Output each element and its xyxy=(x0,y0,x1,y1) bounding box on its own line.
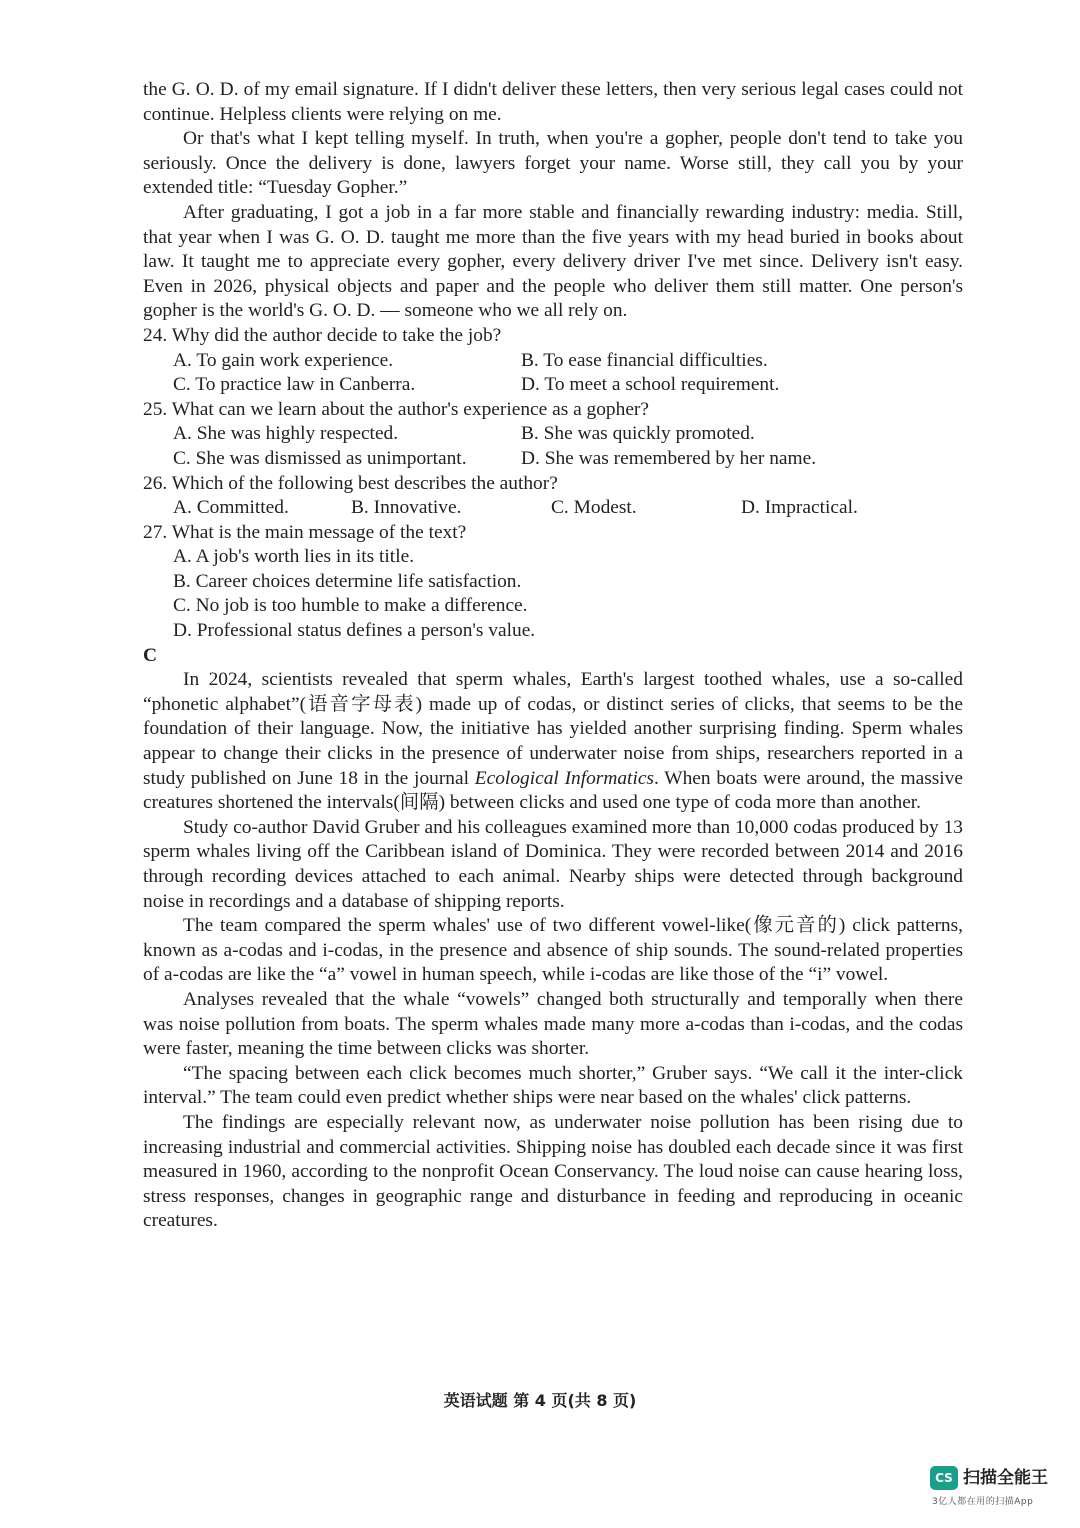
question-25 xyxy=(143,398,963,472)
option-b: B. She was quickly promoted. xyxy=(521,423,755,445)
option-a: A. To gain work experience. xyxy=(173,349,394,371)
passage-c-paragraph xyxy=(143,668,963,816)
option-b: B. To ease financial difficulties. xyxy=(521,349,768,371)
question-stem: 27. What is the main message of the text? xyxy=(143,521,467,543)
passage-c-paragraph: The findings are especially relevant now, as underwater noise pollution has been rising due to increasing industrial and commercial activities. Shipping noise has doubled each decade since it was first measured in 1960, according to the nonprofit Ocean Conservancy. The loud noise can cause hearing loss, stress responses, changes in geographic range and disturbance in feeding and reproducing in oceanic creatures. xyxy=(143,1111,963,1232)
question-stem: 26. Which of the following best describes the author? xyxy=(143,472,558,494)
passage-b-paragraph: Or that's what I kept telling myself. In truth, when you're a gopher, people don't tend to take you seriously. Once the delivery is done, lawyers forget your name. Worse still, they call you by your extended title: “Tuesday Gopher.” xyxy=(143,128,963,199)
question-stem: 25. What can we learn about the author's experience as a gopher? xyxy=(143,398,649,420)
passage-c-paragraph: Analyses revealed that the whale “vowels” changed both structurally and temporally when there was noise pollution from boats. The sperm whales made many more a-codas than i-codas, and the codas were faster, meaning the time between clicks was shorter. xyxy=(143,988,963,1060)
option-a: A. A job's worth lies in its title. xyxy=(173,546,415,568)
option-b: B. Career choices determine life satisfaction. xyxy=(173,570,522,592)
scanner-watermark xyxy=(930,1466,1060,1510)
passage-c-paragraph: Study co-author David Gruber and his colleagues examined more than 10,000 codas produced by 13 sperm whales living off the Caribbean island of Dominica. They were recorded between 2014 and 2016 through recording devices attached to each animal. Nearby ships were detected through background noise in recordings and a database of shipping reports. xyxy=(143,816,963,912)
option-c: C. No job is too humble to make a difference. xyxy=(173,595,528,617)
option-d: D. Impractical. xyxy=(741,497,858,519)
option-d: D. To meet a school requirement. xyxy=(521,374,780,396)
option-a: A. Committed. xyxy=(173,497,289,519)
journal-title: Ecological Informatics xyxy=(474,767,654,789)
exam-page xyxy=(143,78,963,1234)
option-b: B. Innovative. xyxy=(351,497,462,519)
option-c: C. Modest. xyxy=(551,497,637,519)
option-c: C. To practice law in Canberra. xyxy=(173,374,416,396)
scanner-tagline: 3亿人都在用的扫描App xyxy=(932,1497,1034,1507)
passage-b-paragraph: After graduating, I got a job in a far more stable and financially rewarding industry: media. Still, that year when I was G. O. D. taught me more than the five years with my head buried in books about law. It taught me to appreciate every gopher, every delivery driver I've met since. Delivery isn't easy. Even in 2026, physical objects and paper and the people who deliver them still matter. One person's gopher is the world's G. O. D. — someone who we all rely on. xyxy=(143,201,963,322)
passage-c-paragraph: “The spacing between each click becomes much shorter,” Gruber says. “We call it the inter-click interval.” The team could even predict whether ships were near based on the whales' click patterns. xyxy=(143,1062,963,1109)
option-d: D. She was remembered by her name. xyxy=(521,447,817,469)
question-24 xyxy=(143,324,963,398)
option-c: C. She was dismissed as unimportant. xyxy=(173,447,467,469)
section-heading: C xyxy=(143,644,158,666)
question-26 xyxy=(143,472,963,521)
scanner-app-name: 扫描全能王 xyxy=(963,1468,1048,1488)
option-d: D. Professional status defines a person's value. xyxy=(173,620,536,642)
passage-c-paragraph: The team compared the sperm whales' use of two different vowel-like(像元音的) click patterns, known as a-codas and i-codas, in the presence and absence of ship sounds. The sound-related properties of a-codas are like the “a” vowel in human speech, while i-codas are like those of the “i” vowel. xyxy=(143,915,963,986)
camscanner-logo-icon: CS xyxy=(930,1466,958,1490)
passage-c-text: In 2024, scientists revealed that sperm whales, Earth's largest toothed whales, use a so-called “phonetic alphabet”(语音字母表) made up of codas, or distinct series of clicks, that seems to be the foundation of their language. Now, the initiative has yielded another surprising finding. Sperm whales appear to change their clicks in the presence of underwater noise from ships, researchers reported in a study published on June 18 in the journal xyxy=(143,669,963,789)
passage-b-paragraph: the G. O. D. of my email signature. If I didn't deliver these letters, then very serious legal cases could not continue. Helpless clients were relying on me. xyxy=(143,79,963,125)
page-footer: 英语试题 第 4 页(共 8 页) xyxy=(443,1391,637,1410)
option-a: A. She was highly respected. xyxy=(173,423,399,445)
passage-c-text: . When boats were around, the massive creatures shortened the intervals(间隔) between clicks and used one type of coda more than another. xyxy=(143,767,963,814)
question-stem: 24. Why did the author decide to take the job? xyxy=(143,324,502,346)
question-27 xyxy=(143,521,963,644)
